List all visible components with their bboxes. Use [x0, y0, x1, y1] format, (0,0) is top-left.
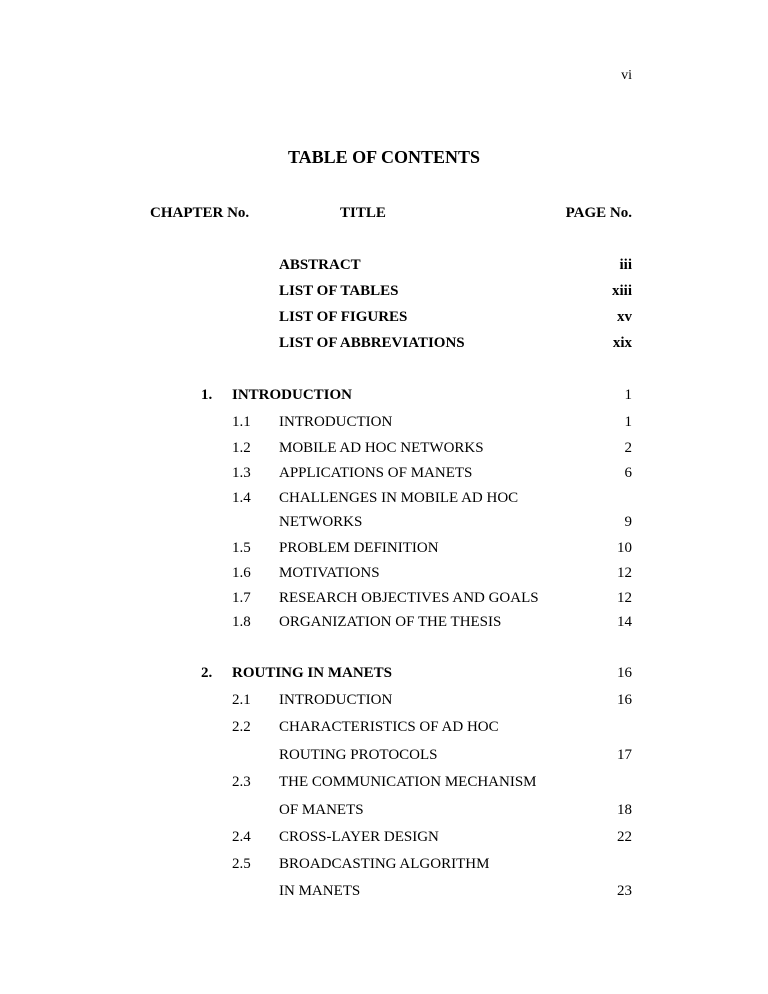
page-number: vi [621, 68, 632, 83]
toc-section-continued [0, 802, 768, 824]
section-number: 1.4 [232, 490, 251, 506]
section-page: 12 [617, 565, 632, 581]
section-title: ORGANIZATION OF THE THESIS [279, 614, 502, 630]
section-number: 1.1 [232, 414, 251, 430]
entry-page: xiii [611, 283, 632, 299]
section-page: 22 [617, 829, 632, 845]
section-page: 2 [624, 440, 632, 456]
entry-page: xix [612, 335, 632, 351]
entry-label: LIST OF ABBREVIATIONS [279, 335, 465, 351]
section-number: 1.6 [232, 565, 251, 581]
chapter-number: 2. [201, 665, 213, 681]
section-title: RESEARCH OBJECTIVES AND GOALS [279, 590, 539, 606]
section-title: PROBLEM DEFINITION [279, 540, 439, 556]
section-number: 2.4 [232, 829, 251, 845]
section-page: 23 [617, 883, 632, 899]
section-title-line2: OF MANETS [279, 802, 364, 818]
section-number: 1.5 [232, 540, 251, 556]
section-title-line2: NETWORKS [279, 514, 363, 530]
section-title: MOBILE AD HOC NETWORKS [279, 440, 484, 456]
header-page-no: PAGE No. [565, 205, 632, 221]
chapter-title: ROUTING IN MANETS [232, 665, 393, 681]
toc-section [0, 465, 768, 487]
toc-section [0, 856, 768, 878]
section-title-line2: IN MANETS [279, 883, 361, 899]
section-title: CHALLENGES IN MOBILE AD HOC [279, 490, 519, 506]
section-page: 9 [624, 514, 632, 530]
toc-section [0, 774, 768, 796]
toc-section-continued [0, 514, 768, 536]
section-title: THE COMMUNICATION MECHANISM [279, 774, 537, 790]
header-chapter-no: CHAPTER No. [150, 205, 250, 221]
chapter-number: 1. [201, 387, 213, 403]
section-title: CHARACTERISTICS OF AD HOC [279, 719, 499, 735]
section-number: 1.3 [232, 465, 251, 481]
section-title: CROSS-LAYER DESIGN [279, 829, 439, 845]
chapter-page: 16 [617, 665, 632, 681]
section-number: 2.5 [232, 856, 251, 872]
toc-section [0, 719, 768, 741]
entry-label: ABSTRACT [279, 257, 361, 273]
toc-section [0, 614, 768, 636]
section-page: 17 [617, 747, 632, 763]
entry-page: xv [617, 309, 632, 325]
section-number: 1.7 [232, 590, 251, 606]
toc-front-entry [0, 309, 768, 331]
chapter-page: 1 [624, 387, 632, 403]
section-number: 1.8 [232, 614, 251, 630]
section-page: 12 [617, 590, 632, 606]
chapter-title: INTRODUCTION [232, 387, 353, 403]
section-page: 6 [624, 465, 632, 481]
toc-section [0, 692, 768, 714]
entry-page: iii [619, 257, 632, 273]
toc-chapter [0, 665, 768, 687]
section-page: 18 [617, 802, 632, 818]
toc-section [0, 440, 768, 462]
toc-section [0, 540, 768, 562]
section-page: 14 [617, 614, 632, 630]
section-title: INTRODUCTION [279, 692, 393, 708]
section-number: 2.3 [232, 774, 251, 790]
section-title: INTRODUCTION [279, 414, 393, 430]
toc-front-entry [0, 257, 768, 279]
entry-label: LIST OF TABLES [279, 283, 399, 299]
toc-section [0, 414, 768, 436]
section-title: APPLICATIONS OF MANETS [279, 465, 473, 481]
section-page: 10 [617, 540, 632, 556]
section-number: 1.2 [232, 440, 251, 456]
section-number: 2.1 [232, 692, 251, 708]
section-page: 1 [624, 414, 632, 430]
section-number: 2.2 [232, 719, 251, 735]
header-title: TITLE [340, 205, 386, 221]
section-title: MOTIVATIONS [279, 565, 380, 581]
toc-section-continued [0, 747, 768, 769]
section-title-line2: ROUTING PROTOCOLS [279, 747, 438, 763]
entry-label: LIST OF FIGURES [279, 309, 408, 325]
page-title: TABLE OF CONTENTS [287, 147, 481, 167]
toc-chapter [0, 387, 768, 409]
toc-front-entry [0, 335, 768, 357]
toc-section-continued [0, 883, 768, 905]
section-title: BROADCASTING ALGORITHM [279, 856, 490, 872]
section-page: 16 [617, 692, 632, 708]
toc-section [0, 565, 768, 587]
toc-front-entry [0, 283, 768, 305]
toc-section [0, 490, 768, 512]
toc-section [0, 829, 768, 851]
toc-section [0, 590, 768, 612]
